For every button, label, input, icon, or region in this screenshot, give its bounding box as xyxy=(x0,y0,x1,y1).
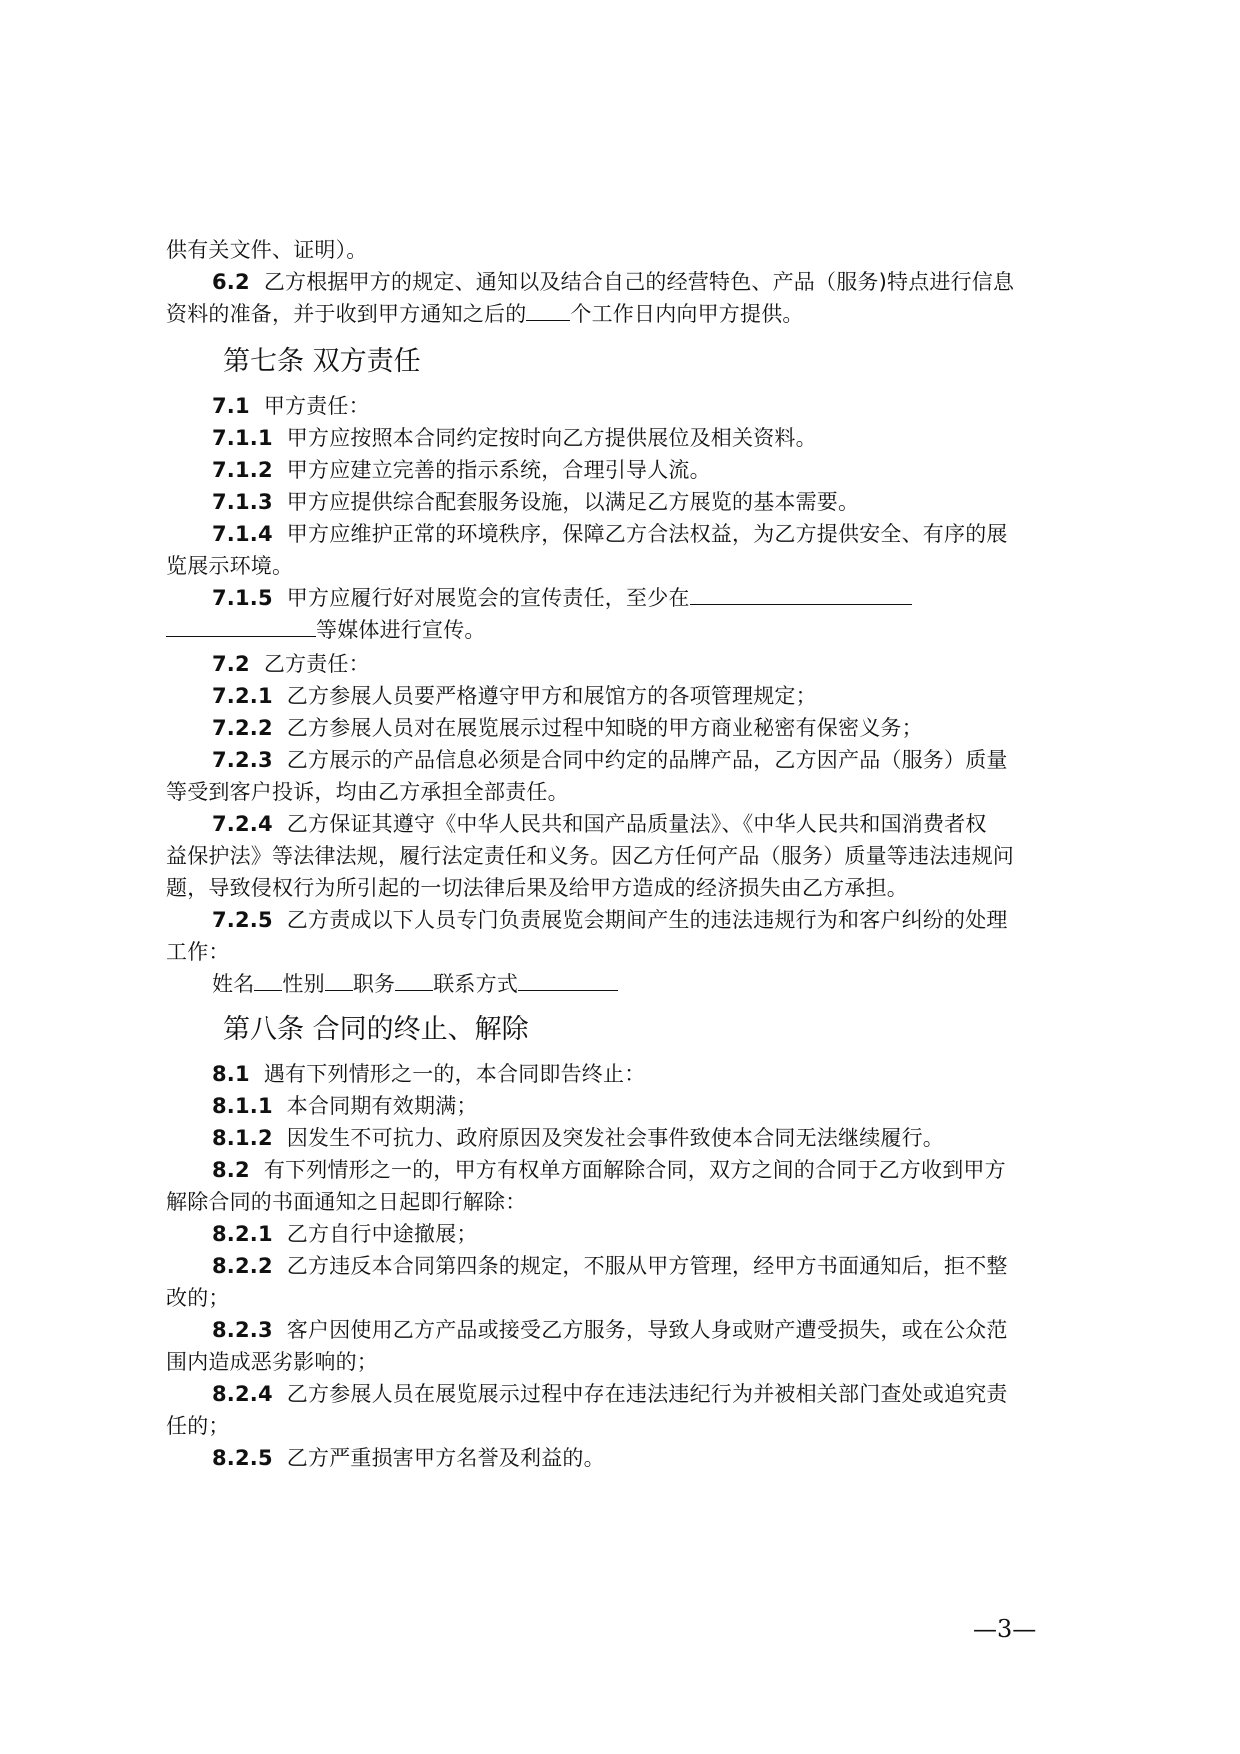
clause-text: 乙方根据甲方的规定、通知以及结合自己的经营特色、产品（服务)特点进行信息 xyxy=(263,270,1015,294)
fill-in-blank-media[interactable] xyxy=(690,582,912,605)
contact-gender-label: 性别 xyxy=(282,972,325,996)
clause-number: 7.2.4 xyxy=(212,812,273,836)
page-number: —3— xyxy=(973,1615,1037,1643)
clause-number: 8.1.1 xyxy=(212,1094,273,1118)
paragraph-line: 任的； xyxy=(166,1414,230,1438)
clause-text: 遇有下列情形之一的，本合同即告终止： xyxy=(263,1062,646,1086)
clause-8-1-1 xyxy=(212,1090,478,1122)
contact-title-blank[interactable] xyxy=(395,968,433,991)
clause-text: 甲方应建立完善的指示系统，合理引导人流。 xyxy=(286,458,711,482)
paragraph-line: 览展示环境。 xyxy=(166,554,294,578)
clause-7-2-5 xyxy=(212,904,1008,936)
contact-phone-label: 联系方式 xyxy=(433,972,519,996)
clause-7-1-2 xyxy=(212,454,711,486)
clause-7-2 xyxy=(212,648,370,680)
clause-7-2-4 xyxy=(212,808,987,840)
clause-8-1 xyxy=(212,1058,645,1090)
clause-text: 甲方应履行好对展览会的宣传责任，至少在 xyxy=(286,586,690,610)
clause-text: 乙方违反本合同第四条的规定，不服从甲方管理，经甲方书面通知后，拒不整 xyxy=(286,1254,1008,1278)
paragraph-line: 解除合同的书面通知之日起即行解除： xyxy=(166,1190,527,1214)
clause-7-2-2 xyxy=(212,712,923,744)
paragraph-line: 题，导致侵权行为所引起的一切法律后果及给甲方造成的经济损失由乙方承担。 xyxy=(166,876,908,900)
clause-text: 乙方参展人员在展览展示过程中存在违法违纪行为并被相关部门查处或追究责 xyxy=(286,1382,1008,1406)
fill-in-blank-workdays[interactable] xyxy=(526,298,570,321)
clause-number: 8.2 xyxy=(212,1158,250,1182)
clause-number: 7.2 xyxy=(212,652,250,676)
contact-phone-blank[interactable] xyxy=(518,968,618,991)
clause-text: 个工作日内向甲方提供。 xyxy=(570,302,804,326)
paragraph-line: 益保护法》等法律法规，履行法定责任和义务。因乙方任何产品（服务）质量等违法违规问 xyxy=(166,844,1014,868)
clause-number: 7.2.3 xyxy=(212,748,273,772)
clause-text: 客户因使用乙方产品或接受乙方服务，导致人身或财产遭受损失，或在公众范 xyxy=(286,1318,1008,1342)
clause-text: 乙方参展人员对在展览展示过程中知晓的甲方商业秘密有保密义务； xyxy=(286,716,923,740)
clause-number: 7.1.3 xyxy=(212,490,273,514)
clause-8-2-5 xyxy=(212,1442,605,1474)
clause-text: 乙方责成以下人员专门负责展览会期间产生的违法违规行为和客户纠纷的处理 xyxy=(286,908,1008,932)
contact-gender-blank[interactable] xyxy=(325,968,353,991)
clause-text: 甲方责任： xyxy=(263,394,370,418)
clause-number: 7.1.4 xyxy=(212,522,273,546)
clause-text: 甲方应提供综合配套服务设施，以满足乙方展览的基本需要。 xyxy=(286,490,860,514)
clause-number: 7.1.5 xyxy=(212,586,273,610)
clause-number: 8.2.2 xyxy=(212,1254,273,1278)
clause-7-2-3 xyxy=(212,744,1008,776)
clause-7-1-3 xyxy=(212,486,859,518)
clause-text: 甲方应维护正常的环境秩序，保障乙方合法权益，为乙方提供安全、有序的展 xyxy=(286,522,1008,546)
clause-number: 7.2.2 xyxy=(212,716,273,740)
fill-in-blank-media-cont[interactable] xyxy=(166,614,316,637)
clause-8-2-4 xyxy=(212,1378,1008,1410)
clause-number: 8.1 xyxy=(212,1062,250,1086)
paragraph-line xyxy=(166,614,486,646)
paragraph-line: 等受到客户投诉，均由乙方承担全部责任。 xyxy=(166,780,569,804)
clause-text: 乙方保证其遵守《中华人民共和国产品质量法》、《中华人民共和国消费者权 xyxy=(286,812,987,836)
clause-number: 6.2 xyxy=(212,270,250,294)
clause-text: 资料的准备，并于收到甲方通知之后的 xyxy=(166,302,527,326)
clause-text: 因发生不可抗力、政府原因及突发社会事件致使本合同无法继续履行。 xyxy=(286,1126,944,1150)
contact-title-label: 职务 xyxy=(352,972,396,996)
clause-7-2-1 xyxy=(212,680,817,712)
paragraph-line xyxy=(166,298,804,330)
clause-text: 有下列情形之一的，甲方有权单方面解除合同，双方之间的合同于乙方收到甲方 xyxy=(263,1158,1006,1182)
clause-text: 本合同期有效期满； xyxy=(286,1094,478,1118)
clause-text: 乙方责任： xyxy=(263,652,370,676)
article-7-heading: 第七条 双方责任 xyxy=(223,346,421,377)
clause-text: 乙方展示的产品信息必须是合同中约定的品牌产品，乙方因产品（服务）质量 xyxy=(286,748,1008,772)
clause-8-2-2 xyxy=(212,1250,1008,1282)
article-8-heading: 第八条 合同的终止、解除 xyxy=(223,1014,529,1045)
clause-7-1-4 xyxy=(212,518,1008,550)
clause-number: 8.2.5 xyxy=(212,1446,273,1470)
clause-number: 8.2.3 xyxy=(212,1318,273,1342)
clause-number: 7.2.1 xyxy=(212,684,273,708)
paragraph-line: 工作： xyxy=(166,940,230,964)
clause-6-2 xyxy=(212,266,1014,298)
clause-7-1 xyxy=(212,390,370,422)
clause-text: 乙方参展人员要严格遵守甲方和展馆方的各项管理规定； xyxy=(286,684,817,708)
contact-name-label: 姓名 xyxy=(212,972,255,996)
clause-number: 7.2.5 xyxy=(212,908,273,932)
contact-line xyxy=(212,968,618,1000)
clause-number: 7.1.2 xyxy=(212,458,273,482)
clause-number: 8.2.1 xyxy=(212,1222,273,1246)
clause-number: 8.1.2 xyxy=(212,1126,273,1150)
paragraph-line: 围内造成恶劣影响的； xyxy=(166,1350,378,1374)
paragraph-line: 改的； xyxy=(166,1286,230,1310)
clause-8-1-2 xyxy=(212,1122,944,1154)
clause-number: 7.1.1 xyxy=(212,426,273,450)
clause-8-2-1 xyxy=(212,1218,478,1250)
clause-7-1-5 xyxy=(212,582,912,614)
clause-number: 7.1 xyxy=(212,394,250,418)
paragraph-line: 供有关文件、证明）。 xyxy=(166,238,368,262)
contact-name-blank[interactable] xyxy=(254,968,282,991)
clause-number: 8.2.4 xyxy=(212,1382,273,1406)
clause-text: 乙方严重损害甲方名誉及利益的。 xyxy=(286,1446,605,1470)
clause-8-2-3 xyxy=(212,1314,1008,1346)
clause-text: 甲方应按照本合同约定按时向乙方提供展位及相关资料。 xyxy=(286,426,817,450)
clause-7-1-1 xyxy=(212,422,817,454)
clause-8-2 xyxy=(212,1154,1006,1186)
clause-text: 乙方自行中途撤展； xyxy=(286,1222,478,1246)
clause-text: 等媒体进行宣传。 xyxy=(316,618,486,642)
